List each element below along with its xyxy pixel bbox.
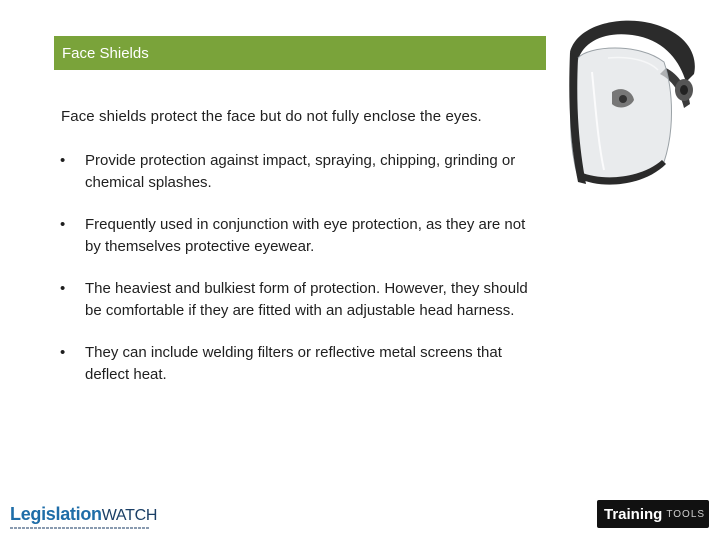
bullet-marker: • <box>60 152 66 169</box>
legislation-watch-logo <box>10 504 160 536</box>
face-shield-illustration <box>548 12 720 192</box>
bullet-marker: • <box>60 344 66 361</box>
legislation-watch-wordmark <box>10 504 160 525</box>
logo-tagline-line <box>10 527 150 529</box>
bullet-text: The heaviest and bulkiest form of protection. However, they should be comfortable if they are fitted with an adjustable head harness. <box>85 280 528 319</box>
logo-part-watch: WATCH <box>101 507 158 524</box>
bullet-text: They can include welding filters or reflective metal screens that deflect heat. <box>85 344 502 383</box>
bullet-item <box>56 150 536 194</box>
logo-part-training: Training <box>604 505 663 523</box>
bullet-text: Frequently used in conjunction with eye protection, as they are not by themselves protective eyewear. <box>85 216 526 255</box>
logo-part-tools: TOOLS <box>666 508 706 520</box>
lead-text: Face shields protect the face but do not fully enclose the eyes. <box>61 108 482 125</box>
training-tools-logo <box>597 500 709 528</box>
bullet-item <box>56 214 536 258</box>
bullet-item <box>56 342 536 386</box>
logo-part-legislation: Legislation <box>10 504 102 524</box>
slide-title-bar <box>54 36 546 70</box>
bullet-marker: • <box>60 280 66 297</box>
bullet-marker: • <box>60 216 66 233</box>
bullet-list <box>56 150 536 406</box>
bullet-text: Provide protection against impact, spraying, chipping, grinding or chemical splashes. <box>85 152 516 191</box>
bullet-item <box>56 278 536 322</box>
slide-title: Face Shields <box>62 44 149 62</box>
